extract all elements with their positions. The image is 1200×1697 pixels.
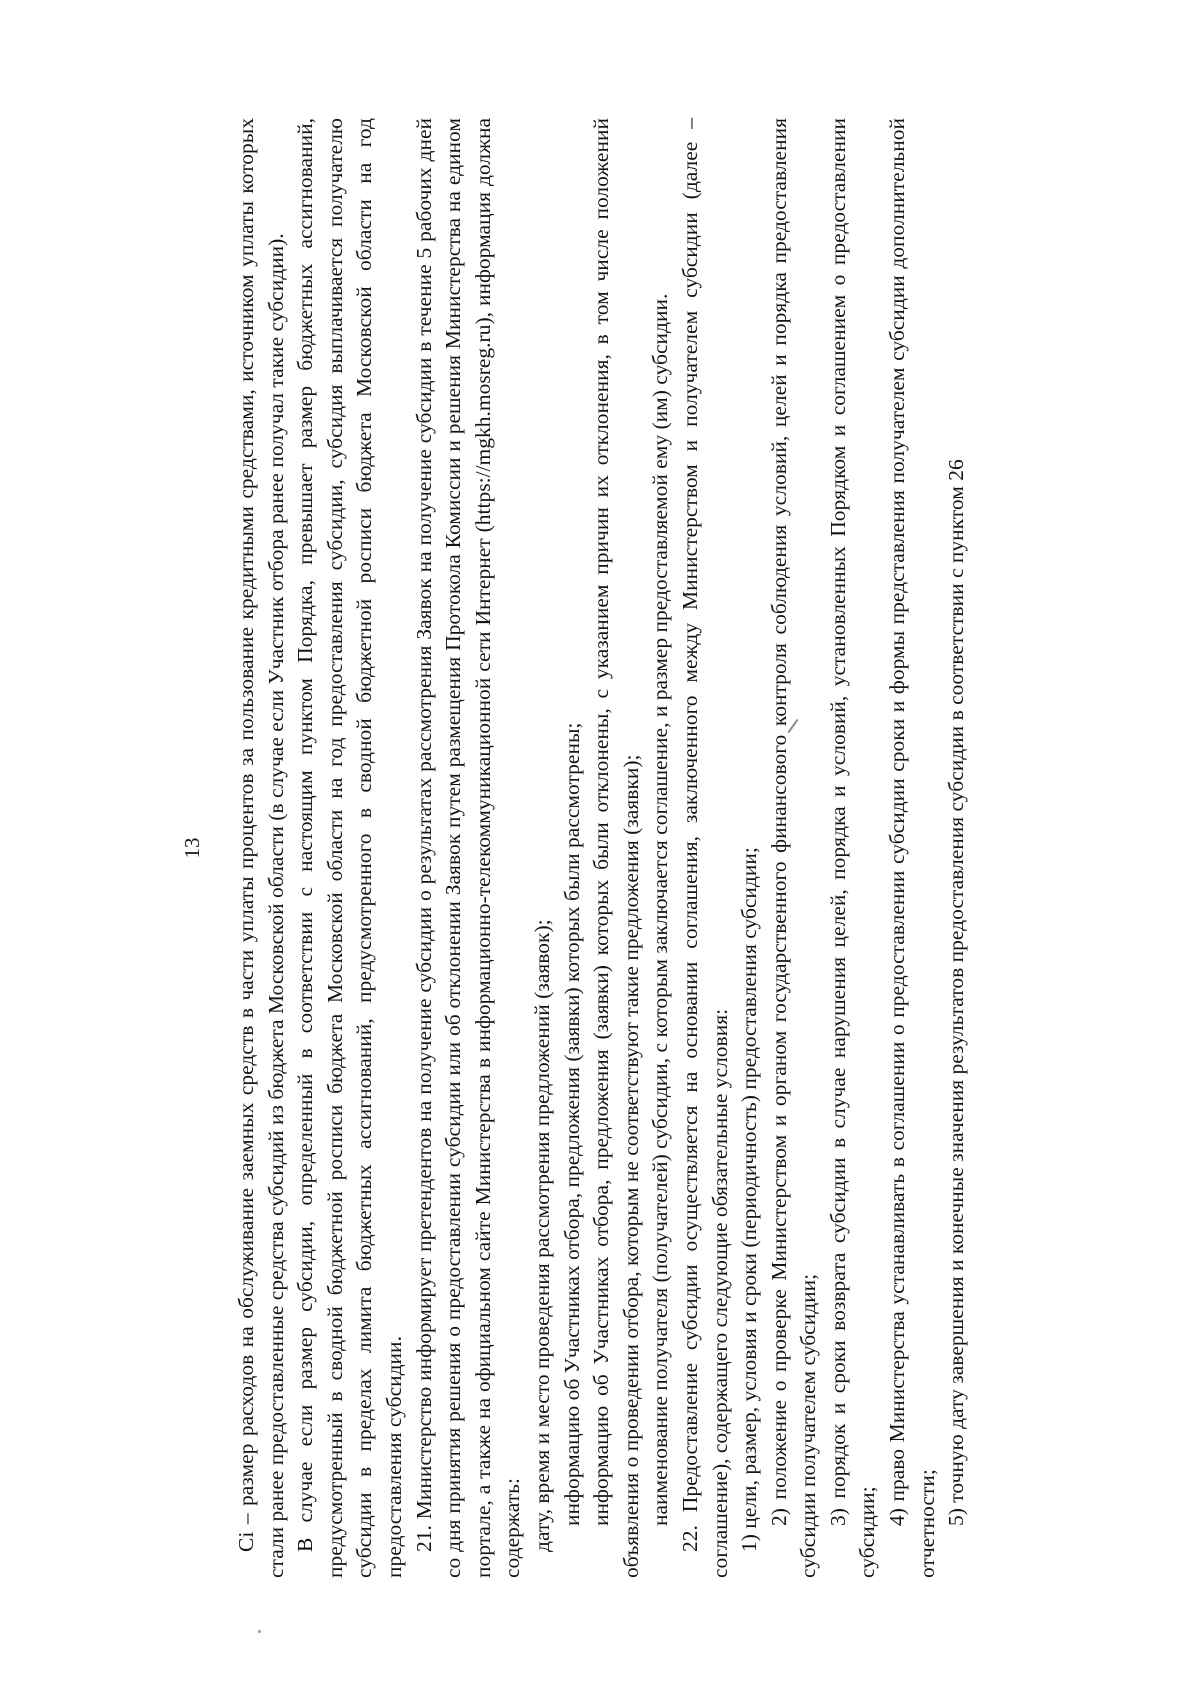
page-number: 13 [180, 837, 204, 859]
document-page-rotated [150, 78, 1050, 1618]
paragraph: 3) порядок и сроки возврата субсидии в случае нарушения целей, порядка и условий, установленных Порядком и соглашением о предоставлении субсидии; [825, 118, 880, 1578]
paragraph: дату, время и место проведения рассмотрения предложений (заявок); [529, 919, 554, 1552]
document-body [232, 118, 972, 1578]
paragraph: информацию об Участниках отбора, предложения (заявки) которых были отклонены, с указанием причин их отклонения, в том числе положений объявления о проведении отбора, которым не соответствуют такие предложения (заявки); [589, 118, 643, 1578]
paragraph: 5) точную дату завершения и конечные значения результатов предоставления субсидии в соответствии с пунктом 26 [944, 459, 969, 1526]
paragraph: информацию об Участниках отбора, предложения (заявки) которых были рассмотрены; [559, 722, 584, 1526]
paragraph: 21. Министерство информирует претендентов на получение субсидии о результатах рассмотрения Заявок на получение субсидии в течение 5 рабочих дней со дня принятия решения о предоставлении субсидии или об отклонении Заявок путем размещения Протокола Комиссии и решения Министерства на едином портале, а также на официальном сайте Министерства в информационно-телекоммуникационной сети Интернет (https://mgkh.mosreg.ru), информация должна содержать: [411, 118, 525, 1578]
paragraph: 4) право Министерства устанавливать в соглашении о предоставлении субсидии сроки и формы представления получателем субсидии дополнительной отчетности; [885, 118, 939, 1578]
scan-speck [258, 1630, 261, 1633]
paragraph: 22. Предоставление субсидии осуществляется на основании соглашения, заключенного между Министерством и получателем субсидии (далее – соглашение), содержащего следующие обязательные условия: [677, 118, 732, 1578]
paragraph: 2) положение о проверке Министерством и органом государственного финансового контроля соблюдения условий, целей и порядка предоставления субсидии получателем субсидии; [766, 118, 821, 1578]
paragraph: Ci – размер расходов на обслуживание заемных средств в части уплаты процентов за пользование кредитными средствами, источником уплаты которых стали ранее предоставленные средства субсидий из бюджета Московской области (в случае если Участник отбора ранее получал такие субсидии). [234, 118, 288, 1578]
paragraph: 1) цели, размер, условия и сроки (периодичность) предоставления субсидии; [737, 847, 762, 1552]
paragraph: наименование получателя (получателей) субсидии, с которым заключается соглашение, и размер предоставляемой ему (им) субсидии. [648, 293, 673, 1526]
paragraph: В случае если размер субсидии, определенный в соответствии с настоящим пунктом Порядка, превышает размер бюджетных ассигнований, предусмотренный в сводной бюджетной росписи бюджета Московской области на год предоставления субсидии, субсидия выплачивается получателю субсидии в пределах лимита бюджетных ассигнований, предусмотренного в сводной бюджетной росписи бюджета Московской области на год предоставления субсидии. [293, 118, 406, 1578]
